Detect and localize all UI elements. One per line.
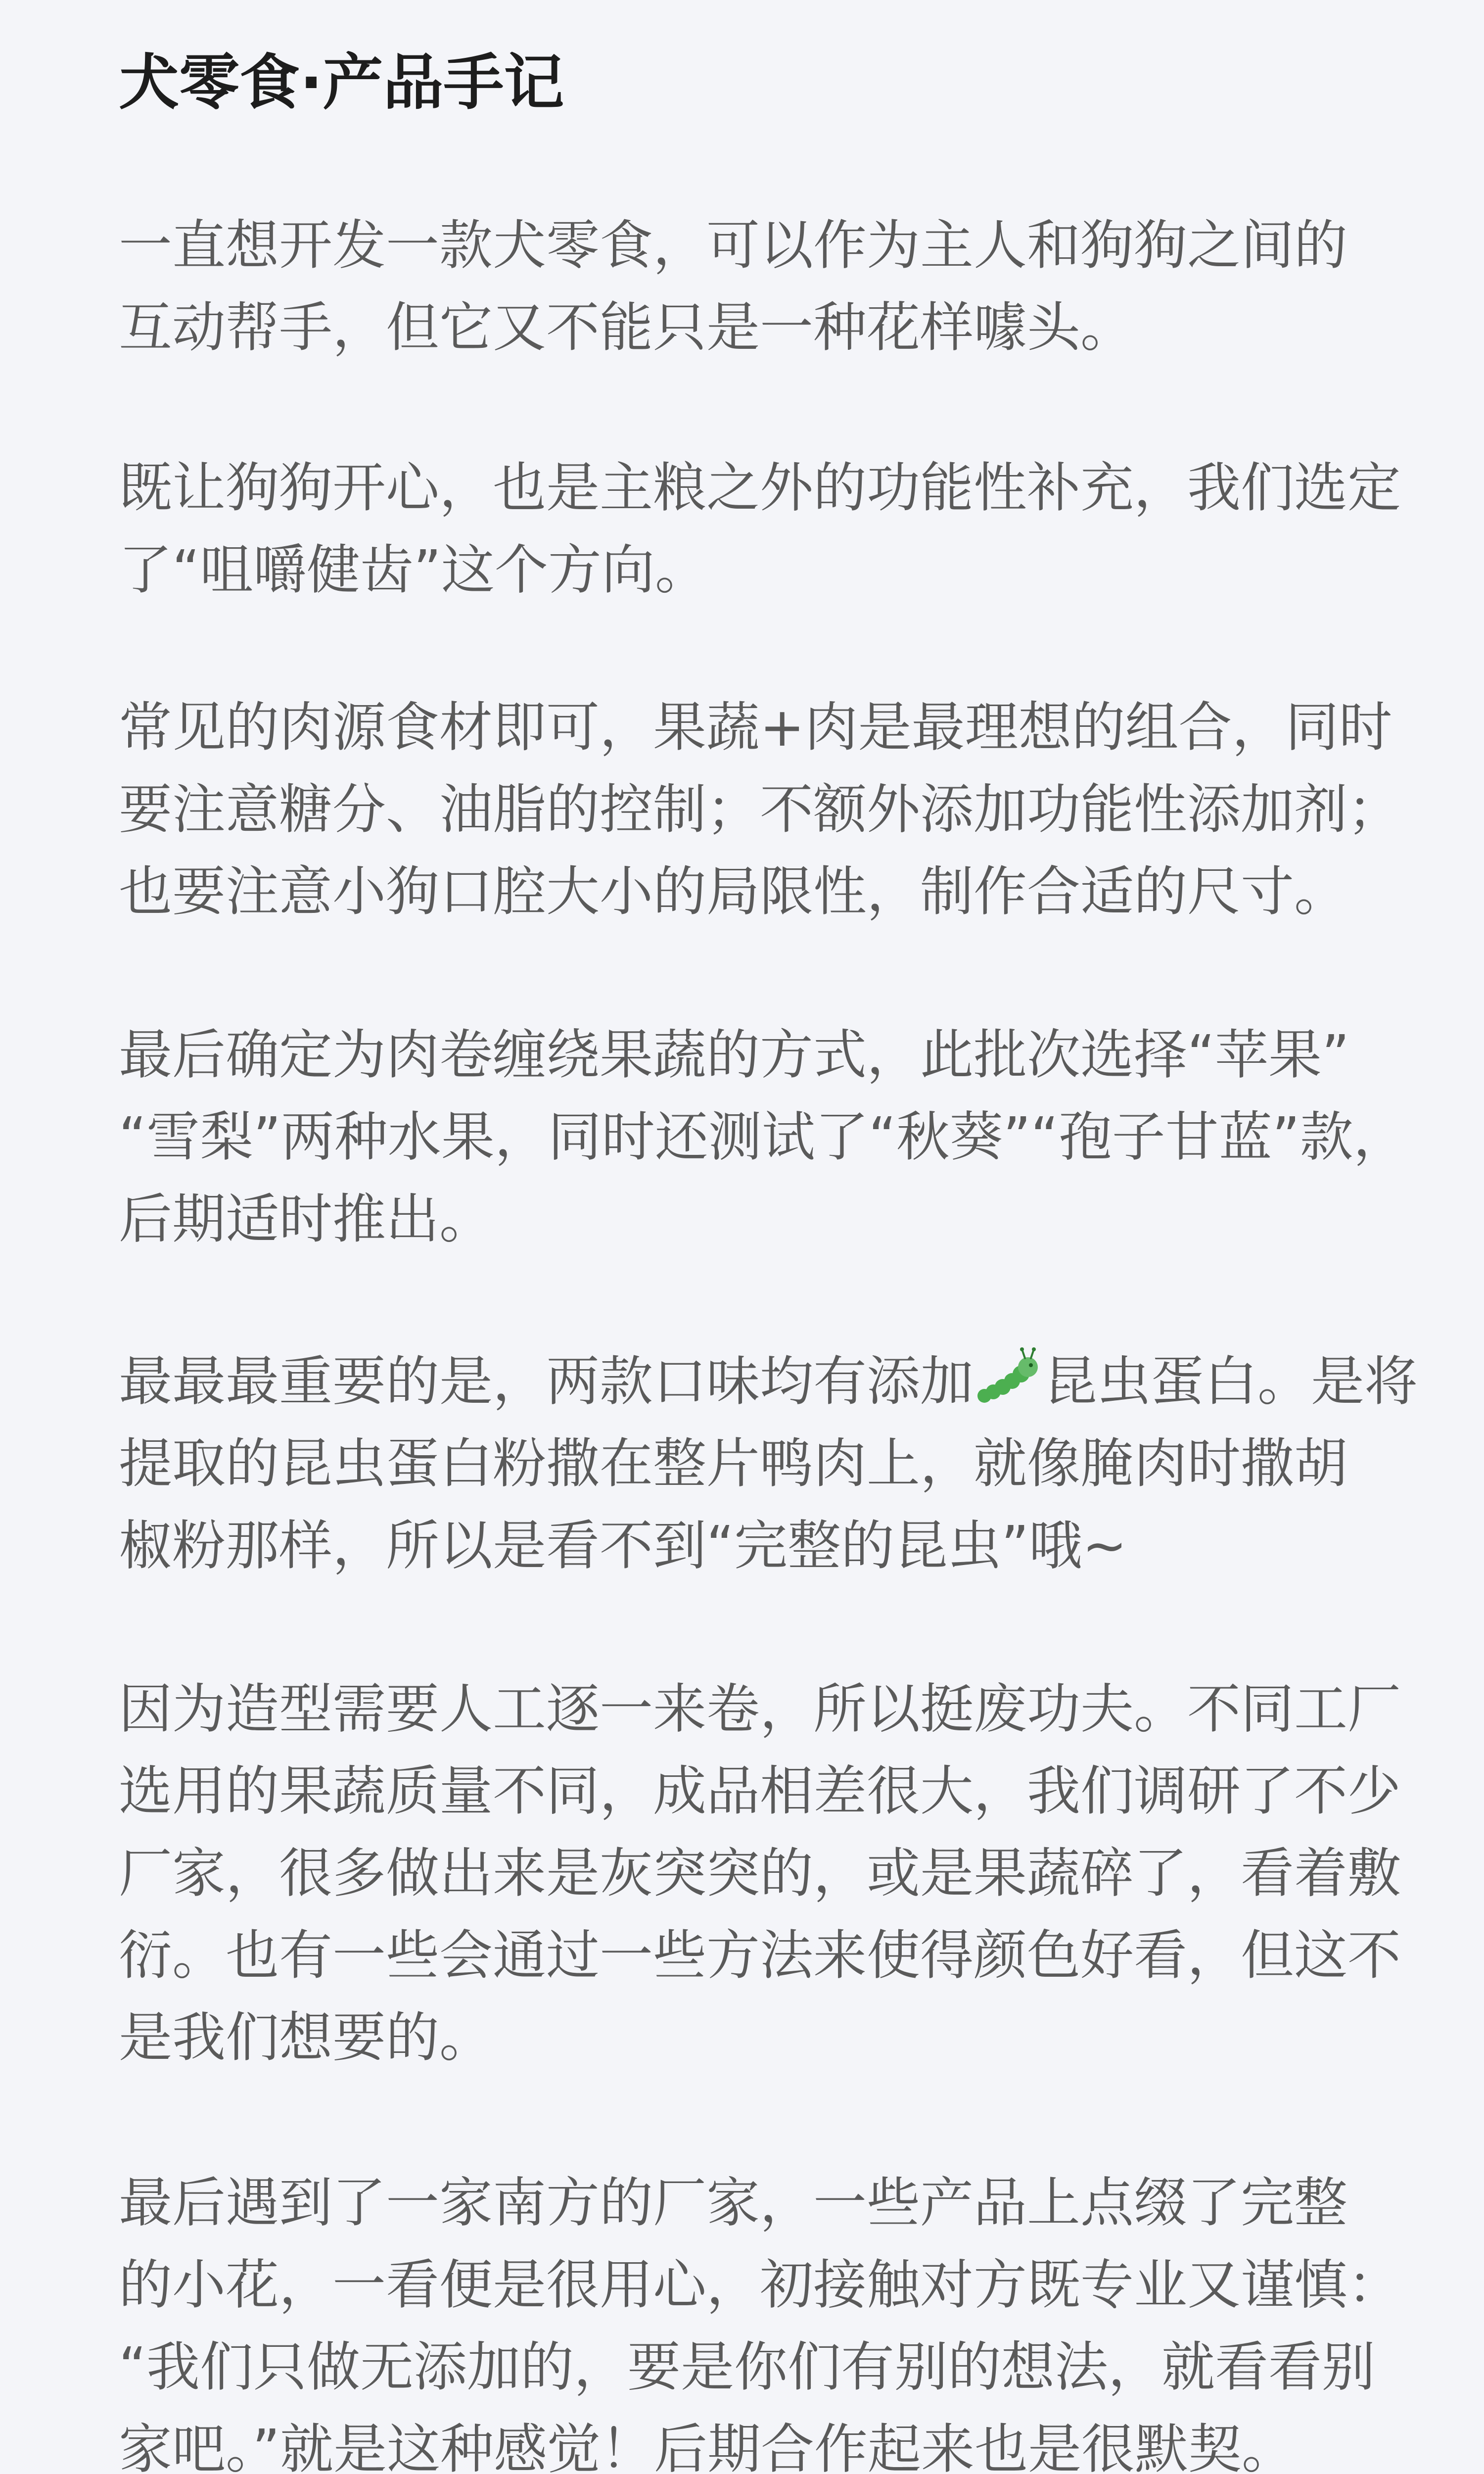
paragraph-1 [119,205,1415,369]
paragraph-line: “雪梨”两种水果，同时还测试了“秋葵”“孢子甘蓝”款， [119,1106,1407,1168]
paragraph-line: 常见的肉源食材即可，果蔬+肉是最理想的组合，同时 [119,697,1392,759]
paragraph-line: 也要注意小狗口腔大小的局限性，制作合适的尺寸。 [119,861,1348,923]
paragraph-line: 椒粉那样，所以是看不到“完整的昆虫”哦~ [119,1515,1127,1577]
paragraph-line: 提取的昆虫蛋白粉撒在整片鸭肉上，就像腌肉时撒胡 [119,1433,1348,1495]
paragraph-line: 了“咀嚼健齿”这个方向。 [119,539,708,601]
paragraph-line: 家吧。”就是这种感觉！后期合作起来也是很默契。 [119,2419,1295,2474]
paragraph-line: 最后遇到了一家南方的厂家，一些产品上点缀了完整 [119,2172,1348,2234]
page-title: 犬零食·产品手记 [119,48,564,118]
paragraph-line: “我们只做无添加的，要是你们有别的想法，就看看别 [119,2336,1375,2398]
paragraph-4 [119,1014,1415,1261]
paragraph-line: 互动帮手，但它又不能只是一种花样噱头。 [119,297,1134,359]
caterpillar-icon [975,1344,1041,1410]
line-text-before-icon: 最最最重要的是，两款口味均有添加 [119,1351,974,1413]
paragraph-line: 是我们想要的。 [119,2007,493,2069]
line-text-after-icon: 昆虫蛋白。是将 [1044,1351,1418,1413]
paragraph-line: 后期适时推出。 [119,1189,493,1250]
paragraph-6 [119,1668,1415,2079]
paragraph-line: 的小花，一看便是很用心，初接触对方既专业又谨慎： [119,2254,1401,2316]
paragraph-line: 选用的果蔬质量不同，成品相差很大，我们调研了不少 [119,1760,1401,1822]
paragraph-line: 因为造型需要人工逐一来卷，所以挺废功夫。不同工厂 [119,1678,1401,1740]
paragraph-line: 最后确定为肉卷缠绕果蔬的方式，此批次选择“苹果” [119,1024,1349,1086]
paragraph-line: 一直想开发一款犬零食，可以作为主人和狗狗之间的 [119,215,1348,277]
paragraph-line [119,1341,1418,1423]
paragraph-5 [119,1341,1418,1587]
paragraph-line: 厂家，很多做出来是灰突突的，或是果蔬碎了，看着敷 [119,1843,1401,1904]
paragraph-2 [119,447,1415,612]
paragraph-line: 既让狗狗开心，也是主粮之外的功能性补充，我们选定 [119,457,1401,519]
paragraph-7 [119,2162,1415,2474]
paragraph-line: 衍。也有一些会通过一些方法来使得颜色好看，但这不 [119,1925,1401,1987]
paragraph-line: 要注意糖分、油脂的控制；不额外添加功能性添加剂； [119,779,1401,841]
paragraph-3 [119,687,1415,933]
